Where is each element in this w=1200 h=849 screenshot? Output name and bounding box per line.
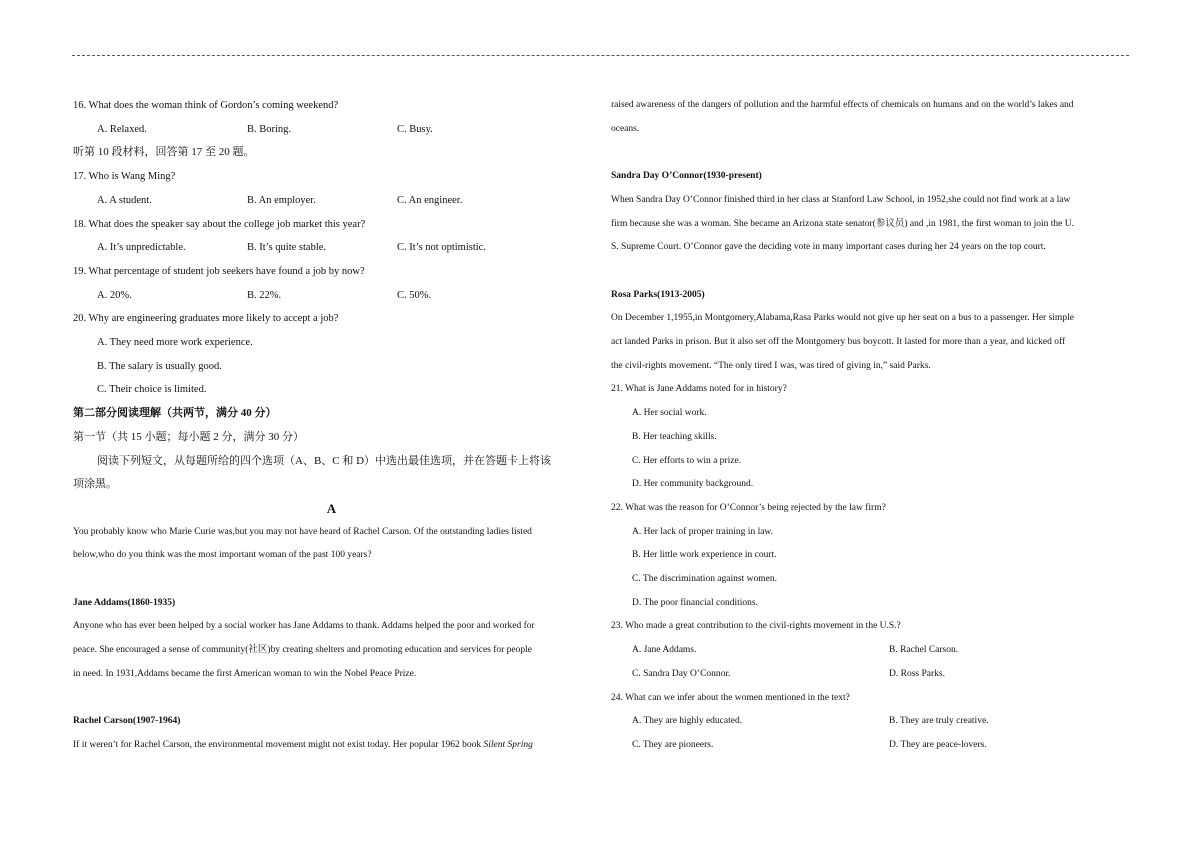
option-b: B. An employer.: [247, 194, 316, 206]
question-24-options-row-2: [611, 734, 1128, 758]
oconnor-title: Sandra Day O’Connor(1930-present): [611, 171, 762, 182]
option-b: B. They are truly creative.: [889, 716, 989, 727]
option-b: B. Her little work experience in court.: [632, 550, 777, 561]
option-a: A. A student.: [97, 194, 152, 206]
part-2-heading: 第二部分阅读理解（共两节，满分 40 分）: [73, 407, 277, 420]
question-19-options: [73, 284, 590, 308]
question-19: 19. What percentage of student job seekers have found a job by now?: [73, 265, 365, 277]
option-a: A. Relaxed.: [97, 123, 147, 135]
addams-line-1: Anyone who has ever been helped by a social worker has Jane Addams to thank. Addams helped the poor and worked for: [73, 621, 535, 632]
option-a: A. It’s unpredictable.: [97, 242, 186, 254]
question-21: 21. What is Jane Addams noted for in history?: [611, 384, 787, 395]
header-rule: [72, 55, 1129, 56]
parks-line-3: the civil-rights movement. “The only tired I was, was tired of giving in,” said Parks.: [611, 360, 931, 371]
option-c: C. Busy.: [397, 123, 433, 135]
question-17-options: [73, 189, 590, 213]
question-18-options: [73, 236, 590, 260]
option-a: A. 20%.: [97, 289, 132, 301]
left-column: [73, 94, 590, 758]
option-a: A. Jane Addams.: [632, 645, 697, 656]
section-10-instruction: 听第 10 段材料，回答第 17 至 20 题。: [73, 146, 255, 159]
option-b: B. Her teaching skills.: [632, 431, 717, 442]
option-a: A. Her social work.: [632, 408, 707, 419]
right-column: [611, 94, 1128, 758]
book-title: Silent Spring: [483, 739, 533, 750]
addams-line-2: peace. She encouraged a sense of community(社区)by creating shelters and promoting education and services for people: [73, 645, 533, 656]
question-17: 17. Who is Wang Ming?: [73, 171, 176, 183]
parks-title: Rosa Parks(1913-2005): [611, 289, 705, 300]
option-c: C. An engineer.: [397, 194, 463, 206]
oconnor-line-3: S. Supreme Court. O’Connor gave the deciding vote in many important cases during her 24 years on the top court.: [611, 242, 1046, 253]
option-b: B. Rachel Carson.: [889, 645, 959, 656]
option-c: C. They are pioneers.: [632, 739, 714, 750]
oconnor-line-1: When Sandra Day O’Connor finished third in her class at Stanford Law School, in 1952,she could not find work at a law: [611, 194, 1071, 205]
reading-instruction-line-2: 项涂黑。: [73, 478, 117, 491]
parks-line-2: act landed Parks in prison. But it also set off the Montgomery bus boycott. It lasted for more than a year, and kicked off: [611, 337, 1066, 347]
question-23-options-row-2: [611, 663, 1128, 687]
option-a: A. They need more work experience.: [97, 337, 253, 349]
option-a: A. They are highly educated.: [632, 716, 743, 727]
question-16-options: [73, 118, 590, 142]
carson-title: Rachel Carson(1907-1964): [73, 716, 181, 727]
option-c: C. It’s not optimistic.: [397, 242, 486, 254]
intro-line-1: You probably know who Marie Curie was,but you may not have heard of Rachel Carson. Of the outstanding ladies listed: [73, 526, 532, 537]
option-c: C. Sandra Day O’Connor.: [632, 668, 731, 679]
option-c: C. The discrimination against women.: [632, 574, 777, 585]
question-24-options-row-1: [611, 710, 1128, 734]
intro-line-2: below,who do you think was the most important woman of the past 100 years?: [73, 550, 372, 561]
addams-title: Jane Addams(1860-1935): [73, 597, 176, 608]
option-d: D. The poor financial conditions.: [632, 597, 758, 608]
option-a: A. Her lack of proper training in law.: [632, 526, 774, 537]
section-1-heading: 第一节（共 15 小题；每小题 2 分，满分 30 分）: [73, 430, 304, 443]
carson-line-2: raised awareness of the dangers of pollution and the harmful effects of chemicals on humans and on the world’s lakes and: [611, 100, 1074, 110]
carson-line-3: oceans.: [611, 123, 640, 134]
question-18: 18. What does the speaker say about the college job market this year?: [73, 218, 366, 230]
question-24: 24. What can we infer about the women mentioned in the text?: [611, 692, 850, 703]
option-c: C. Their choice is limited.: [97, 384, 207, 396]
question-23-options-row-1: [611, 639, 1128, 663]
passage-label: A: [326, 500, 337, 516]
option-d: D. Ross Parks.: [889, 668, 945, 679]
option-c: C. 50%.: [397, 289, 432, 301]
carson-line-1-text: If it weren’t for Rachel Carson, the environmental movement might not exist today. Her popular 1962 book: [73, 739, 482, 750]
question-22: 22. What was the reason for O’Connor’s being rejected by the law firm?: [611, 502, 886, 513]
option-d: D. Her community background.: [632, 479, 754, 490]
option-b: B. 22%.: [247, 289, 282, 301]
option-c: C. Her efforts to win a prize.: [632, 455, 742, 466]
option-d: D. They are peace-lovers.: [889, 739, 987, 750]
addams-line-3: in need. In 1931,Addams became the first American woman to win the Nobel Peace Prize.: [73, 668, 417, 679]
question-20: 20. Why are engineering graduates more likely to accept a job?: [73, 313, 339, 325]
option-b: B. It’s quite stable.: [247, 242, 327, 254]
parks-line-1: On December 1,1955,in Montgomery,Alabama,Rasa Parks would not give up her seat on a bus to a passenger. Her simple: [611, 313, 1074, 324]
oconnor-line-2: firm because she was a woman. She became an Arizona state senator(参议员) and ,in 1981, the first woman to join the U.: [611, 218, 1074, 229]
question-23: 23. Who made a great contribution to the civil-rights movement in the U.S.?: [611, 621, 901, 632]
question-16: 16. What does the woman think of Gordon’s coming weekend?: [73, 100, 339, 111]
reading-instruction-line-1: 阅读下列短文，从每题所给的四个选项（A、B、C 和 D）中选出最佳选项，并在答题卡上将该: [97, 454, 552, 467]
carson-line-1: [73, 734, 590, 758]
option-b: B. Boring.: [247, 123, 292, 135]
option-b: B. The salary is usually good.: [97, 360, 222, 372]
